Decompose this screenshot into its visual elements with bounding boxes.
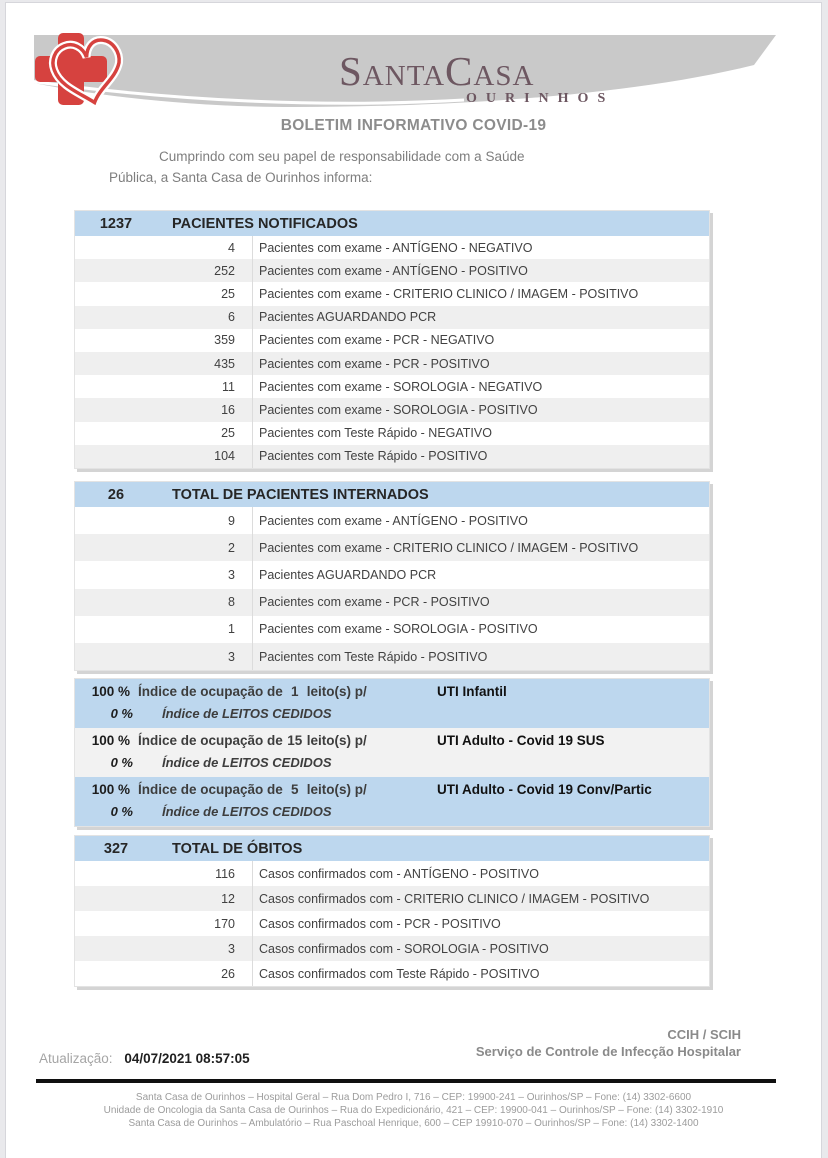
ceded-label: Índice de LEITOS CEDIDOS bbox=[162, 804, 332, 819]
occupancy-description bbox=[138, 782, 367, 797]
row-value: 435 bbox=[214, 356, 235, 371]
row-label: Casos confirmados com - ANTÍGENO - POSITIVO bbox=[252, 861, 709, 886]
occupancy-percent: 100 % bbox=[91, 684, 130, 699]
row-label: Pacientes com exame - PCR - NEGATIVO bbox=[252, 329, 709, 352]
icu-ceded-line bbox=[75, 706, 709, 724]
icu-occupancy-section bbox=[74, 678, 710, 827]
table-row bbox=[75, 911, 709, 936]
row-label: Casos confirmados com Teste Rápido - POSITIVO bbox=[252, 961, 709, 986]
footer-divider bbox=[36, 1079, 776, 1083]
table-title: TOTAL DE ÓBITOS bbox=[172, 840, 303, 857]
row-label: Pacientes com exame - CRITERIO CLINICO / IMAGEM - POSITIVO bbox=[252, 534, 709, 561]
beds-count: 1 bbox=[291, 684, 299, 699]
occupancy-percent: 100 % bbox=[91, 782, 130, 797]
address-line: Unidade de Oncologia da Santa Casa de Ourinhos – Rua do Expedicionário, 421 – CEP: 19900-041 – Ourinhos/SP – Fone: (14) 3302-1910 bbox=[103, 1105, 724, 1116]
table-pacientes-notificados bbox=[74, 210, 710, 469]
subtitle-line2: Pública, a Santa Casa de Ourinhos informa: bbox=[109, 170, 373, 185]
row-value: 26 bbox=[221, 966, 235, 981]
row-label: Pacientes com Teste Rápido - NEGATIVO bbox=[252, 422, 709, 445]
table-header bbox=[75, 836, 709, 861]
row-value: 3 bbox=[228, 567, 235, 582]
row-value: 16 bbox=[221, 402, 235, 417]
row-label: Pacientes com exame - CRITERIO CLINICO / IMAGEM - POSITIVO bbox=[252, 282, 709, 305]
footer-service: Serviço de Controle de Infecção Hospitalar bbox=[475, 1044, 741, 1059]
row-label: Casos confirmados com - SOROLOGIA - POSITIVO bbox=[252, 936, 709, 961]
table-row bbox=[75, 961, 709, 986]
table-row bbox=[75, 861, 709, 886]
row-label: Pacientes com exame - ANTÍGENO - NEGATIVO bbox=[252, 236, 709, 259]
row-label: Casos confirmados com - CRITERIO CLINICO / IMAGEM - POSITIVO bbox=[252, 886, 709, 911]
occupancy-percent: 100 % bbox=[91, 733, 130, 748]
ceded-percent: 0 % bbox=[110, 706, 133, 721]
address-line: Santa Casa de Ourinhos – Hospital Geral – Rua Dom Pedro I, 716 – CEP: 19900-241 – Ourinhos/SP – Fone: (14) 3302-6600 bbox=[135, 1092, 692, 1103]
icu-unit-name: UTI Adulto - Covid 19 SUS bbox=[437, 733, 605, 748]
row-value: 25 bbox=[221, 286, 235, 301]
row-value: 2 bbox=[228, 540, 235, 555]
table-title: PACIENTES NOTIFICADOS bbox=[172, 215, 358, 232]
beds-count: 5 bbox=[291, 782, 299, 797]
table-row bbox=[75, 422, 709, 445]
row-value: 25 bbox=[221, 426, 235, 441]
table-row bbox=[75, 936, 709, 961]
ceded-percent: 0 % bbox=[110, 804, 133, 819]
bulletin-page bbox=[5, 2, 822, 1158]
row-value: 4 bbox=[228, 240, 235, 255]
row-label: Pacientes AGUARDANDO PCR bbox=[252, 561, 709, 588]
row-label: Pacientes com exame - ANTÍGENO - POSITIVO bbox=[252, 259, 709, 282]
occupancy-prefix: Índice de ocupação de bbox=[138, 782, 283, 797]
table-row bbox=[75, 329, 709, 352]
logo-brand-text: SantaCasa bbox=[339, 48, 535, 94]
icu-unit-name: UTI Adulto - Covid 19 Conv/Partic bbox=[437, 782, 652, 797]
table-row bbox=[75, 306, 709, 329]
icu-block-uti-adulto-conv bbox=[75, 777, 709, 826]
icu-occupancy-line bbox=[75, 733, 709, 752]
row-value: 8 bbox=[228, 595, 235, 610]
ceded-label: Índice de LEITOS CEDIDOS bbox=[162, 706, 332, 721]
icu-ceded-line bbox=[75, 755, 709, 773]
ceded-label: Índice de LEITOS CEDIDOS bbox=[162, 755, 332, 770]
row-value: 3 bbox=[228, 941, 235, 956]
cross-heart-icon bbox=[34, 31, 134, 111]
total-value: 26 bbox=[107, 486, 125, 503]
row-value: 11 bbox=[222, 379, 235, 394]
row-value: 12 bbox=[221, 891, 235, 906]
header-banner bbox=[34, 31, 796, 123]
occupancy-suffix: leito(s) p/ bbox=[306, 782, 367, 797]
row-label: Pacientes com exame - ANTÍGENO - POSITIVO bbox=[252, 507, 709, 534]
beds-count: 15 bbox=[287, 733, 303, 748]
table-row bbox=[75, 616, 709, 643]
occupancy-description bbox=[138, 733, 367, 748]
row-value: 252 bbox=[214, 263, 235, 278]
address-line: Santa Casa de Ourinhos – Ambulatório – Rua Paschoal Henrique, 600 – CEP 19910-070 – Ourinhos/SP – Fone: (14) 3302-1400 bbox=[128, 1118, 699, 1129]
table-row bbox=[75, 445, 709, 468]
address-block bbox=[6, 1091, 821, 1130]
footer-org: CCIH / SCIH bbox=[667, 1027, 741, 1042]
icu-ceded-line bbox=[75, 804, 709, 822]
row-value: 6 bbox=[228, 310, 235, 325]
table-row bbox=[75, 534, 709, 561]
logo-city-text: OURINHOS bbox=[466, 91, 615, 106]
footer-signature bbox=[476, 1026, 741, 1060]
table-row bbox=[75, 236, 709, 259]
row-value: 3 bbox=[228, 649, 235, 664]
table-row bbox=[75, 352, 709, 375]
row-label: Pacientes com exame - PCR - POSITIVO bbox=[252, 589, 709, 616]
row-value: 170 bbox=[214, 916, 235, 931]
row-label: Pacientes com exame - SOROLOGIA - POSITIVO bbox=[252, 616, 709, 643]
update-label: Atualização: bbox=[39, 1051, 113, 1066]
row-label: Pacientes com exame - SOROLOGIA - POSITIVO bbox=[252, 398, 709, 421]
table-pacientes-internados bbox=[74, 481, 710, 671]
row-value: 359 bbox=[214, 333, 235, 348]
row-value: 104 bbox=[214, 449, 235, 464]
page-title: BOLETIM INFORMATIVO COVID-19 bbox=[280, 117, 547, 134]
occupancy-suffix: leito(s) p/ bbox=[306, 684, 367, 699]
total-value: 327 bbox=[103, 840, 129, 857]
occupancy-description bbox=[138, 684, 367, 699]
occupancy-suffix: leito(s) p/ bbox=[306, 733, 367, 748]
row-label: Pacientes AGUARDANDO PCR bbox=[252, 306, 709, 329]
table-row bbox=[75, 375, 709, 398]
update-line bbox=[39, 1051, 250, 1066]
table-row bbox=[75, 886, 709, 911]
icu-block-uti-adulto-sus bbox=[75, 728, 709, 777]
table-row bbox=[75, 643, 709, 670]
row-label: Pacientes com Teste Rápido - POSITIVO bbox=[252, 445, 709, 468]
icu-occupancy-line bbox=[75, 782, 709, 801]
icu-occupancy-line bbox=[75, 684, 709, 703]
row-label: Casos confirmados com - PCR - POSITIVO bbox=[252, 911, 709, 936]
update-timestamp: 04/07/2021 08:57:05 bbox=[124, 1051, 250, 1066]
row-value: 1 bbox=[228, 622, 235, 637]
table-total-obitos bbox=[74, 835, 710, 987]
table-header bbox=[75, 211, 709, 236]
row-value: 116 bbox=[215, 866, 235, 881]
row-value: 9 bbox=[228, 513, 235, 528]
table-row bbox=[75, 561, 709, 588]
table-row bbox=[75, 282, 709, 305]
ceded-percent: 0 % bbox=[110, 755, 133, 770]
total-value: 1237 bbox=[99, 215, 133, 232]
table-row bbox=[75, 589, 709, 616]
table-header bbox=[75, 482, 709, 507]
row-label: Pacientes com exame - PCR - POSITIVO bbox=[252, 352, 709, 375]
occupancy-prefix: Índice de ocupação de bbox=[138, 733, 283, 748]
occupancy-prefix: Índice de ocupação de bbox=[138, 684, 283, 699]
icu-unit-name: UTI Infantil bbox=[437, 684, 507, 699]
icu-block-uti-infantil bbox=[75, 679, 709, 728]
subtitle-line1: Cumprindo com seu papel de responsabilidade com a Saúde bbox=[159, 149, 525, 164]
table-row bbox=[75, 259, 709, 282]
table-row bbox=[75, 507, 709, 534]
row-label: Pacientes com exame - SOROLOGIA - NEGATIVO bbox=[252, 375, 709, 398]
table-title: TOTAL DE PACIENTES INTERNADOS bbox=[172, 486, 429, 503]
table-row bbox=[75, 398, 709, 421]
row-label: Pacientes com Teste Rápido - POSITIVO bbox=[252, 643, 709, 670]
